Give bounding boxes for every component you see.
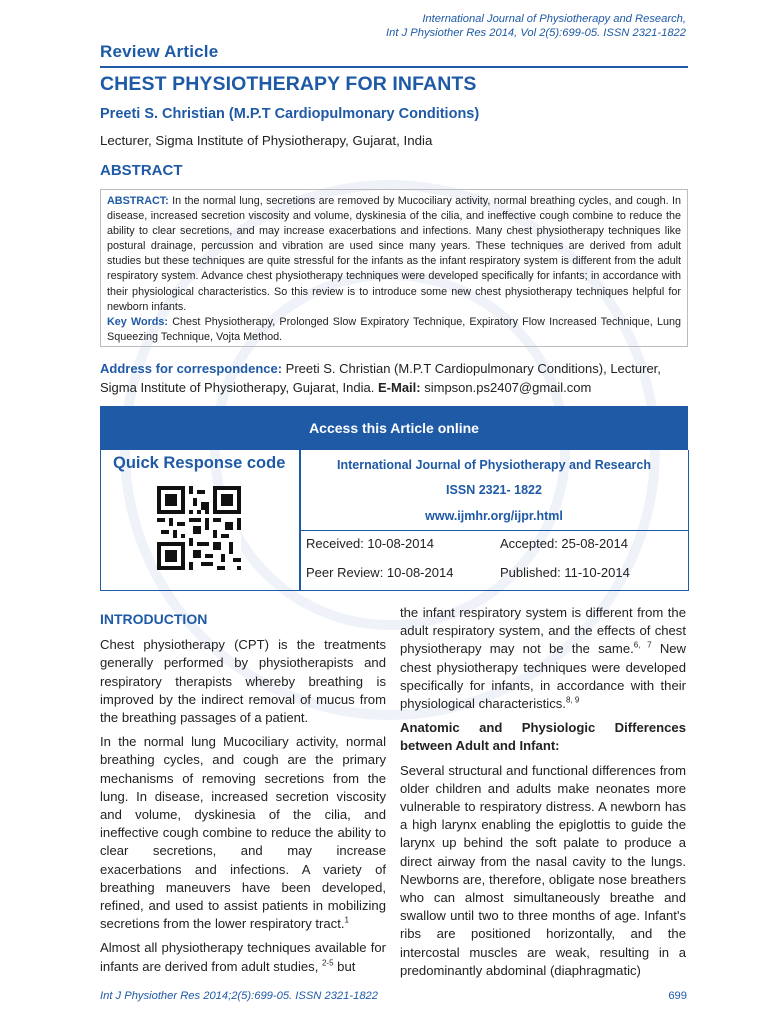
journal-name-line: International Journal of Physiotherapy and Research, xyxy=(422,13,686,25)
right-paragraph-1 xyxy=(400,604,686,713)
email-address[interactable]: simpson.ps2407@gmail.com xyxy=(424,379,592,395)
intro-paragraph-2 xyxy=(100,733,386,933)
left-column xyxy=(100,610,386,982)
intro-paragraph-3-end: but xyxy=(333,958,356,974)
article-title: CHEST PHYSIOTHERAPY FOR INFANTS xyxy=(100,73,477,95)
keywords-text: Chest Physiotherapy, Prolonged Slow Expiratory Technique, Expiratory Flow Increased Technique, Lung Squeezing Technique, Vojta Method. xyxy=(107,315,682,343)
intro-paragraph-3-text: Almost all physiotherapy techniques available for infants are derived from adult studies, xyxy=(100,940,386,974)
citation-ref: 2-5 xyxy=(321,958,334,968)
citation-ref: 6, 7 xyxy=(633,641,652,651)
citation-ref: 1 xyxy=(344,915,349,925)
affiliation-line: Lecturer, Sigma Institute of Physiotherapy, Gujarat, India xyxy=(100,133,433,148)
right-paragraph-1-text: the infant respiratory system is different from the adult respiratory system, and the effects of chest physiotherapy may not be the same. xyxy=(400,605,686,657)
right-paragraph-3: Several structural and functional differences from older children and adults make neonates more vulnerable to respiratory distress. A newborn has a high larynx enabling the epiglottis to guide the larynx up behind the soft palate to produce a direct airway from the nasal cavity to the lungs. Newborns are, therefore, obligate nose breathers who can almost simultaneously breathe and swallow until two to three months of age. Infant's ribs are positioned horizontally, and the intercostal muscles are weak, resulting in a predominantly abdominal (diaphragmatic) xyxy=(400,762,686,978)
qr-label: Quick Response code xyxy=(113,454,286,472)
intro-paragraph-3 xyxy=(100,939,386,975)
page-number: 699 xyxy=(668,990,687,1002)
access-online-bar xyxy=(100,406,688,450)
peer-review-date: Peer Review: 10-08-2014 xyxy=(306,565,454,580)
abstract-heading: ABSTRACT xyxy=(100,162,183,179)
abstract-box xyxy=(100,189,688,347)
footer-citation: Int J Physiother Res 2014;2(5):699-05. ISSN 2321-1822 xyxy=(100,990,378,1002)
journal-issn: ISSN 2321- 1822 xyxy=(446,483,542,497)
correspondence-text: Preeti S. Christian (M.P.T Cardiopulmonary Conditions), Lecturer, Sigma Institute of Physiotherapy, Gujarat, India. xyxy=(100,361,661,395)
info-divider xyxy=(300,530,688,531)
introduction-heading: INTRODUCTION xyxy=(100,611,208,627)
journal-name: International Journal of Physiotherapy and Research xyxy=(337,458,651,472)
citation-line: Int J Physiother Res 2014, Vol 2(5):699-05. ISSN 2321-1822 xyxy=(386,27,686,39)
qr-panel xyxy=(100,450,301,591)
correspondence-label: Address for correspondence: xyxy=(100,361,283,376)
article-type: Review Article xyxy=(100,42,219,61)
access-online-title: Access this Article online xyxy=(309,420,479,436)
differences-subheading: Anatomic and Physiologic Differences between Adult and Infant: xyxy=(400,720,686,754)
intro-paragraph-2-text: In the normal lung Mucociliary activity, normal breathing cycles, and cough are the primary mechanisms of removing secretions from the lung. In disease, increased secretion viscosity and volume, dyskinesia of the cilia, and ineffective cough combine to reduce the ability to clear secretions, and may increase exacerbations and infections. A variety of breathing maneuvers have been developed, refined, and used to assist patients in mobilizing secretions from the lower respiratory tract. xyxy=(100,734,386,932)
right-paragraph-2-text: New chest physiotherapy techniques were developed specifically for infants, in accordance with their physiological characteristics. xyxy=(400,641,687,712)
abstract-label: ABSTRACT: xyxy=(107,195,169,207)
email-label: E-Mail: xyxy=(377,379,421,395)
published-date: Published: 11-10-2014 xyxy=(500,565,630,580)
correspondence-block xyxy=(100,360,690,397)
keywords-label: Key Words: xyxy=(107,315,168,328)
author-line: Preeti S. Christian (M.P.T Cardiopulmonary Conditions) xyxy=(100,106,480,122)
qr-code-icon[interactable] xyxy=(157,486,241,570)
journal-header xyxy=(386,12,686,40)
received-date: Received: 10-08-2014 xyxy=(306,536,434,551)
journal-info-panel xyxy=(299,450,689,591)
citation-ref: 8, 9 xyxy=(565,695,580,705)
accepted-date: Accepted: 25-08-2014 xyxy=(500,536,628,551)
right-column xyxy=(400,604,686,986)
journal-url-link[interactable]: www.ijmhr.org/ijpr.html xyxy=(425,509,563,523)
abstract-text: In the normal lung, secretions are removed by Mucociliary activity, normal breathing cycles, and cough. In disease, increased secretion viscosity and volume, dyskinesia of the cilia, and ineffective cough combine to reduce the ability to clear secretions, and may increase exacerbations and infections. Many chest physiotherapy techniques like postural drainage, percussion and vibration are used since many years. These techniques are derived from adult studies but these techniques are quite stressful for the infants as the infant respiratory system is different from the adult respiratory system. Advance chest physiotherapy techniques were developed specifically for infants; in accordance with their physiological characteristics. So this review is to introduce some new chest physiotherapy techniques helpful for newborn infants. xyxy=(107,195,682,313)
title-rule xyxy=(100,66,688,68)
intro-paragraph-1: Chest physiotherapy (CPT) is the treatments generally performed by physiotherapists and respiratory therapists whereby breathing is improved by the indirect removal of mucus from the breathing passages of a patient. xyxy=(100,637,386,726)
